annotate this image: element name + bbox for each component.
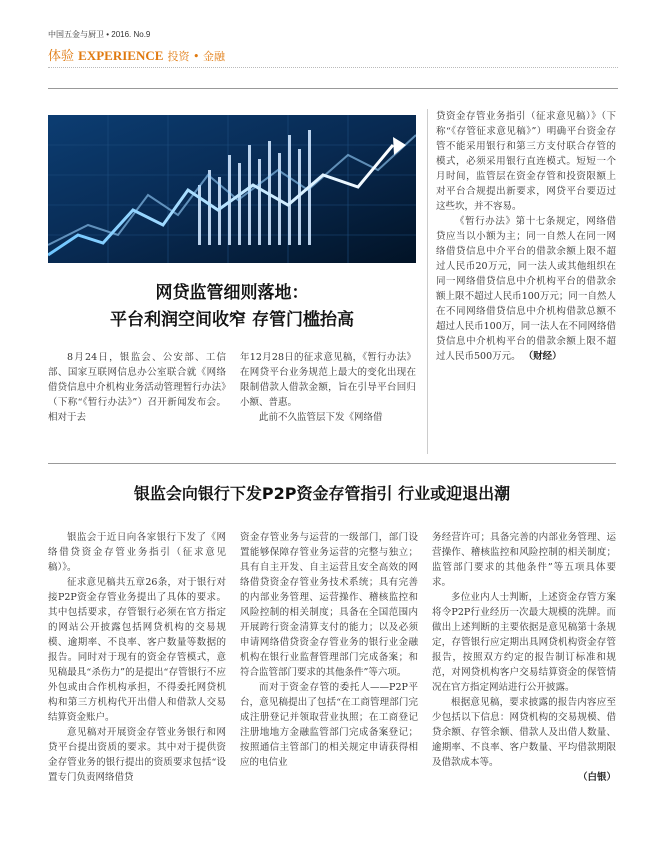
article2-paragraph: 征求意见稿共五章26条，对于银行对接P2P资金存管业务提出了具体的要求。其中包括要求，存管银行必须在官方指定的网站公开披露包括网贷机构的交易规模、逾期率、不良率、客户数量等数据的报告。同时对于现有的资金存管模式，意见稿最具“杀伤力”的是提出“存管银行不应外包或由合作机构承担，不得委托网贷机构和第三方机构代开出借人和借款人交易结算资金账户。 xyxy=(48,577,226,723)
article2-signature: （白银） xyxy=(577,772,616,783)
article2-paragraph: 资金存管业务与运营的一级部门，部门设置能够保障存管业务运营的完整与独立；具有自主开发、自主运营且安全高效的网络借贷资金存管业务技术系统；具有完善的内部业务管理、运营操作、稽核监控和风险控制的相关制度；具备在全国范围内开展跨行资金清算支付的能力；以及必须申请网络借贷资金存管业务的银行业金融机构在银行业监督管理部门完成备案；和符合监管部门要求的其他条件”等六项。 xyxy=(240,532,418,678)
article1-title-line2: 平台利润空间收窄 存管门槛抬高 xyxy=(110,310,354,330)
magazine-issue-line: 中国五金与厨卫 • 2016. No.9 xyxy=(48,30,151,39)
article2-column-2 xyxy=(240,530,418,770)
section-cn: 体验 xyxy=(48,49,75,64)
article2-paragraph: 根据意见稿，要求披露的报告内容应至少包括以下信息：网贷机构的交易规模、借贷余额、存管余额、借款人及出借人数量、逾期率、不良率、客户数量、平均借款期限及借款成本等。 xyxy=(432,697,616,768)
column-divider xyxy=(427,109,428,454)
header-dotted-rule xyxy=(48,67,618,68)
section-heading xyxy=(48,45,225,64)
article1-column-3 xyxy=(436,109,616,364)
article1-paragraph: 此前不久监管层下发《网络借 xyxy=(259,412,383,423)
article1-paragraph: 8月24日，银监会、公安部、工信部、国家互联网信息办公室联合就《网络借贷信息中介机构业务活动管理暂行办法》（下称“《暂行办法》”）召开新闻发布会。相对于去 xyxy=(48,352,226,423)
section-en: EXPERIENCE xyxy=(78,48,164,63)
article2-paragraph: 意见稿对开展资金存管业务银行和网贷平台提出资质的要求。其中对于提供资金存管业务的银行提出的资质要求包括“设置专门负责网络借贷 xyxy=(48,727,226,783)
article2-title: 银监会向银行下发P2P资金存管指引 行业或迎退出潮 xyxy=(133,484,511,503)
article2-paragraph: 而对于资金存管的委托人——P2P平台，意见稿提出了包括“在工商管理部门完成注册登记并领取营业执照；在工商登记注册地地方金融监管部门完成备案登记；按照通信主管部门的相关规定申请获得相应的电信业 xyxy=(240,682,418,768)
article1-signature: （财经） xyxy=(523,351,562,362)
article1-column-2 xyxy=(240,350,416,425)
article2-paragraph: 银监会于近日向各家银行下发了《网络借贷资金存管业务指引（征求意见稿）》。 xyxy=(48,532,226,573)
article1-paragraph: 贷资金存管业务指引（征求意见稿）》（下称“《存管征求意见稿》”）明确平台资金存管不能采用银行和第三方支付联合存管的模式，必须采用银行直连模式。短短一个月时间，监管层在资金存管和投资限额上对平台合规提出新要求，网贷平台要迈过这些坎，并不容易。 xyxy=(436,111,616,212)
article2-column-1 xyxy=(48,530,226,785)
article1-paragraph xyxy=(436,214,616,364)
article2-paragraph: 务经营许可；具备完善的内部业务管理、运营操作、稽核监控和风险控制的相关制度；监管部门要求的其他条件”等五项具体要求。 xyxy=(432,532,616,588)
article1-paragraph: 年12月28日的征求意见稿，《暂行办法》在网贷平台业务规范上最大的变化出现在限制借款人借款金额，旨在引导平台回归小额、普惠。 xyxy=(240,352,416,408)
article-separator xyxy=(48,463,616,464)
article1-title-line1: 网贷监管细则落地： xyxy=(155,283,309,303)
article2-column-3 xyxy=(432,530,616,785)
section-category: 投资 • 金融 xyxy=(167,50,226,63)
header-rule xyxy=(48,88,618,89)
article1-column-1 xyxy=(48,350,226,425)
financial-chart-image xyxy=(48,115,416,263)
article2-paragraph: 多位业内人士判断，上述资金存管方案将令P2P行业经历一次最大规模的洗牌。而做出上述判断的主要依据是意见稿第十条规定，存管银行应定期出具网贷机构资金存管报告，按照双方约定的报告制订标准和规范，对网贷机构客户交易结算资金的保管情况在官方指定网站进行公开披露。 xyxy=(432,592,616,693)
article1-paragraph-text: 《暂行办法》第十七条规定，网络借贷应当以小额为主；同一自然人在同一网络借贷信息中介平台的借款余额上限不超过人民币20万元，同一法人或其他组织在同一网络借贷信息中介机构平台的借款余额上限不超过人民币100万元；同一自然人在不同网络借贷信息中介机构借款总额不超过人民币100万，同一法人在不同网络借贷信息中介机构平台的借款余额上限不超过人民币500万元。 xyxy=(436,216,616,362)
